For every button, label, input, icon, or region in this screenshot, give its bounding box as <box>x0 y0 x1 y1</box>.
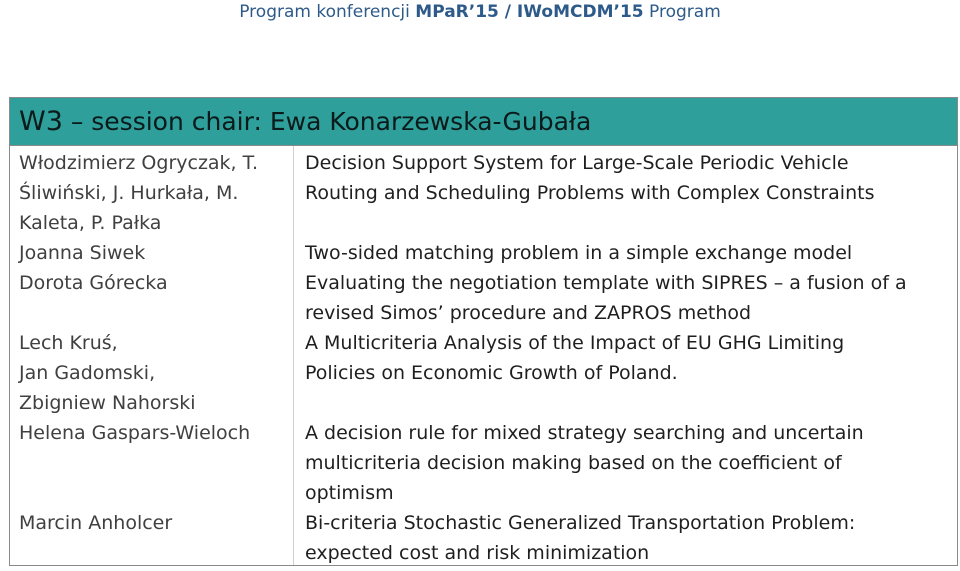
talk-authors <box>10 508 293 538</box>
talk-title <box>305 328 955 388</box>
talk-authors <box>10 268 293 298</box>
title-line: Bi-criteria Stochastic Generalized Transportation Problem: <box>305 512 856 534</box>
session-title-text: – session chair: Ewa Konarzewska-Gubała <box>62 107 592 136</box>
title-line: Policies on Economic Growth of Poland. <box>305 362 678 384</box>
session-title <box>10 98 957 146</box>
title-line: A Multicriteria Analysis of the Impact of EU GHG Limiting <box>305 332 845 354</box>
talk-authors <box>10 418 293 448</box>
page-header <box>0 0 960 24</box>
title-line: Decision Support System for Large-Scale Periodic Vehicle <box>305 152 849 174</box>
talk-title <box>305 238 955 268</box>
author-line: Włodzimierz Ogryczak, T. <box>19 152 259 174</box>
talk-title <box>305 508 955 568</box>
talk-authors <box>10 148 293 238</box>
author-line: Dorota Górecka <box>19 272 168 294</box>
session-code: W3 <box>19 106 63 137</box>
author-line: Joanna Siwek <box>19 242 146 264</box>
title-line: Two-sided matching problem in a simple exchange model <box>305 242 853 264</box>
talk-authors <box>10 238 293 268</box>
header-suffix: Program <box>643 2 721 22</box>
title-line: A decision rule for mixed strategy searching and uncertain <box>305 422 864 444</box>
talk-title <box>305 268 955 328</box>
title-line: optimism <box>305 482 394 504</box>
title-line: Routing and Scheduling Problems with Complex Constraints <box>305 182 875 204</box>
header-bold: MPaR’15 / IWoMCDM’15 <box>415 2 644 22</box>
title-line: multicriteria decision making based on the coefficient of <box>305 452 842 474</box>
author-line: Lech Kruś, <box>19 332 118 354</box>
author-line: Jan Gadomski, <box>19 362 156 384</box>
talk-authors <box>10 328 293 418</box>
talk-title <box>305 418 955 508</box>
session-table <box>9 97 958 566</box>
title-line: expected cost and risk minimization <box>305 542 650 564</box>
author-line: Zbigniew Nahorski <box>19 392 196 414</box>
author-line: Helena Gaspars-Wieloch <box>19 422 251 444</box>
talk-title <box>305 148 955 208</box>
title-line: revised Simos’ procedure and ZAPROS method <box>305 302 752 324</box>
author-line: Marcin Anholcer <box>19 512 173 534</box>
header-prefix: Program konferencji <box>239 2 416 22</box>
column-divider <box>293 146 294 565</box>
title-line: Evaluating the negotiation template with SIPRES – a fusion of a <box>305 272 907 294</box>
author-line: Kaleta, P. Pałka <box>19 212 162 234</box>
author-line: Śliwiński, J. Hurkała, M. <box>19 182 239 204</box>
